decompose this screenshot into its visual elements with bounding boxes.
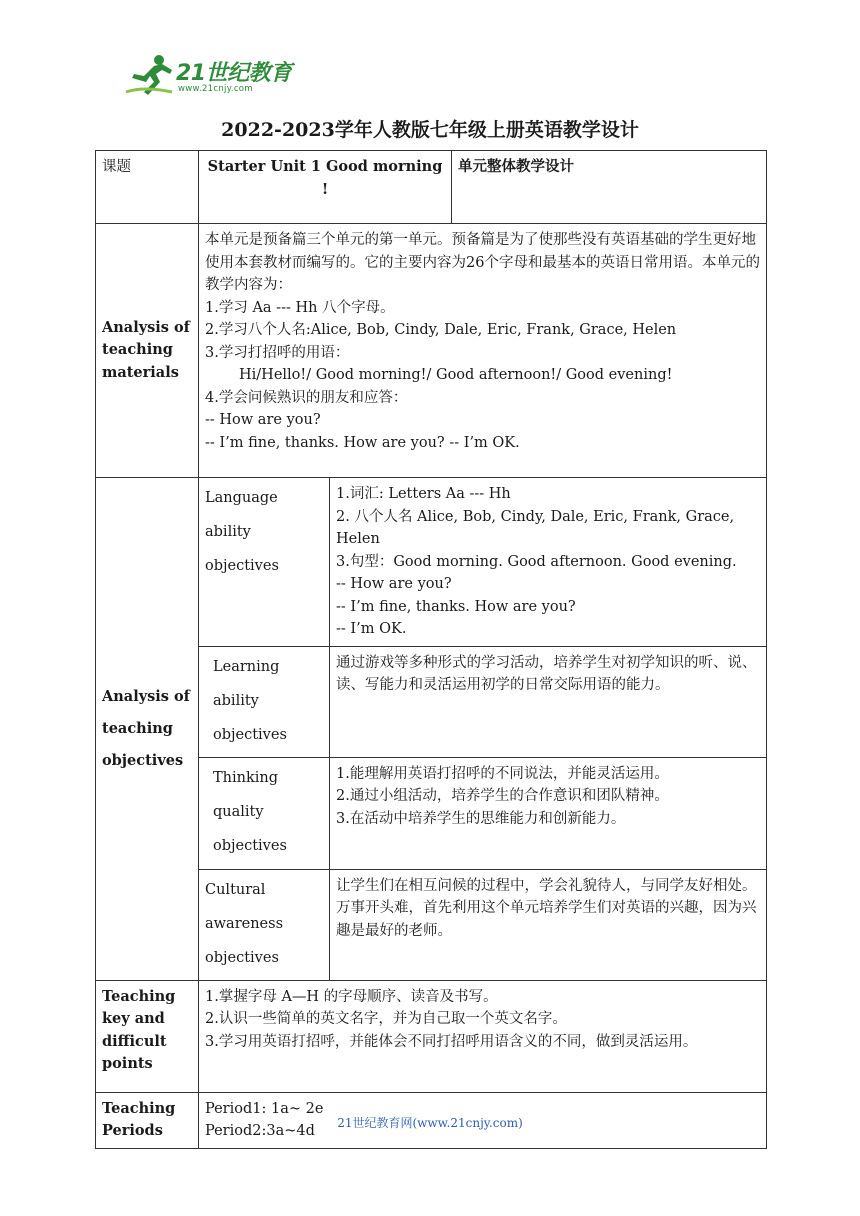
period-line: Period1: 1a~ 2e xyxy=(205,1100,324,1117)
materials-label: Analysis of teaching materials xyxy=(96,224,199,478)
row-key-points xyxy=(96,980,767,1092)
language-line: 1.词汇: Letters Aa --- Hh xyxy=(336,486,511,502)
thinking-line: 2.通过小组活动，培养学生的合作意识和团队精神。 xyxy=(336,788,669,804)
row-language-objectives xyxy=(96,478,767,647)
footer-source: 21世纪教育网(www.21cnjy.com) xyxy=(337,1116,523,1130)
thinking-line: 3.在活动中培养学生的思维能力和创新能力。 xyxy=(336,810,626,827)
topic-label: 课题 xyxy=(96,151,199,224)
language-objectives-content xyxy=(330,478,767,647)
learning-objectives-content: 通过游戏等多种形式的学习活动，培养学生对初学知识的听、说、读、写能力和灵活运用初学的日常交际用语的能力。 xyxy=(330,646,767,757)
learning-objectives-label: Learning ability objectives xyxy=(199,646,330,757)
lesson-plan-table xyxy=(95,150,767,1149)
key-point-line: 2.认识一些简单的英文名字，并为自己取一个英文名字。 xyxy=(205,1011,567,1027)
logo xyxy=(124,52,294,100)
materials-line: 2.学习八个人名:Alice, Bob, Cindy, Dale, Eric, Frank, Grace, Helen xyxy=(205,322,677,338)
logo-url: www.21cnjy.com xyxy=(178,84,253,94)
materials-line: -- I’m fine, thanks. How are you? -- I’m OK. xyxy=(205,434,520,451)
language-objectives-label: Language ability objectives xyxy=(199,478,330,647)
cultural-objectives-content: 让学生们在相互问候的过程中，学会礼貌待人，与同学友好相处。万事开头难，首先利用这个单元培养学生们对英语的兴趣，因为兴趣是最好的老师。 xyxy=(330,869,767,980)
period-line: Period2:3a~4d xyxy=(205,1123,315,1139)
cultural-objectives-label: Cultural awareness objectives xyxy=(199,869,330,980)
thinking-line: 1.能理解用英语打招呼的不同说法，并能灵活运用。 xyxy=(336,765,669,782)
materials-line: 4.学会问候熟识的朋友和应答： xyxy=(205,389,408,406)
thinking-objectives-content xyxy=(330,757,767,869)
materials-content xyxy=(199,224,767,478)
language-line: 2. 八个人名 Alice, Bob, Cindy, Dale, Eric, Frank, Grace, Helen xyxy=(336,508,735,547)
key-point-line: 3.学习用英语打招呼，并能体会不同打招呼用语含义的不同，做到灵活运用。 xyxy=(205,1033,698,1050)
row-topic xyxy=(96,151,767,224)
materials-line: 1.学习 Aa --- Hh 八个字母。 xyxy=(205,299,395,316)
key-points-content xyxy=(199,980,767,1092)
periods-label: Teaching Periods xyxy=(96,1092,199,1148)
materials-line: -- How are you? xyxy=(205,412,321,428)
page-title: 2022-2023学年人教版七年级上册英语教学设计 xyxy=(221,119,639,141)
materials-line: 3.学习打招呼的用语： xyxy=(205,344,350,361)
language-line: -- I’m OK. xyxy=(336,621,407,637)
logo-text: 21世纪教育 xyxy=(176,61,292,86)
runner-logo-icon xyxy=(124,52,176,98)
row-materials xyxy=(96,224,767,478)
language-line: -- I’m fine, thanks. How are you? xyxy=(336,598,576,615)
materials-line: Hi/Hello!/ Good morning!/ Good afternoon!/ Good evening! xyxy=(239,367,673,383)
key-point-line: 1.掌握字母 A—H 的字母顺序、读音及书写。 xyxy=(205,988,498,1005)
language-line: 3.句型：Good morning. Good afternoon. Good evening. xyxy=(336,553,737,570)
objectives-label: Analysis of teaching objectives xyxy=(96,478,199,981)
materials-line: 本单元是预备篇三个单元的第一单元。预备篇是为了使那些没有英语基础的学生更好地使用本套教材而编写的。它的主要内容为26个字母和最基本的英语日常用语。本单元的教学内容为： xyxy=(205,232,760,293)
key-points-label: Teaching key and difficult points xyxy=(96,980,199,1092)
thinking-objectives-label: Thinking quality objectives xyxy=(199,757,330,869)
language-line: -- How are you? xyxy=(336,576,452,592)
unit-title: Starter Unit 1 Good morning ! xyxy=(199,151,452,224)
design-title: 单元整体教学设计 xyxy=(452,151,767,224)
